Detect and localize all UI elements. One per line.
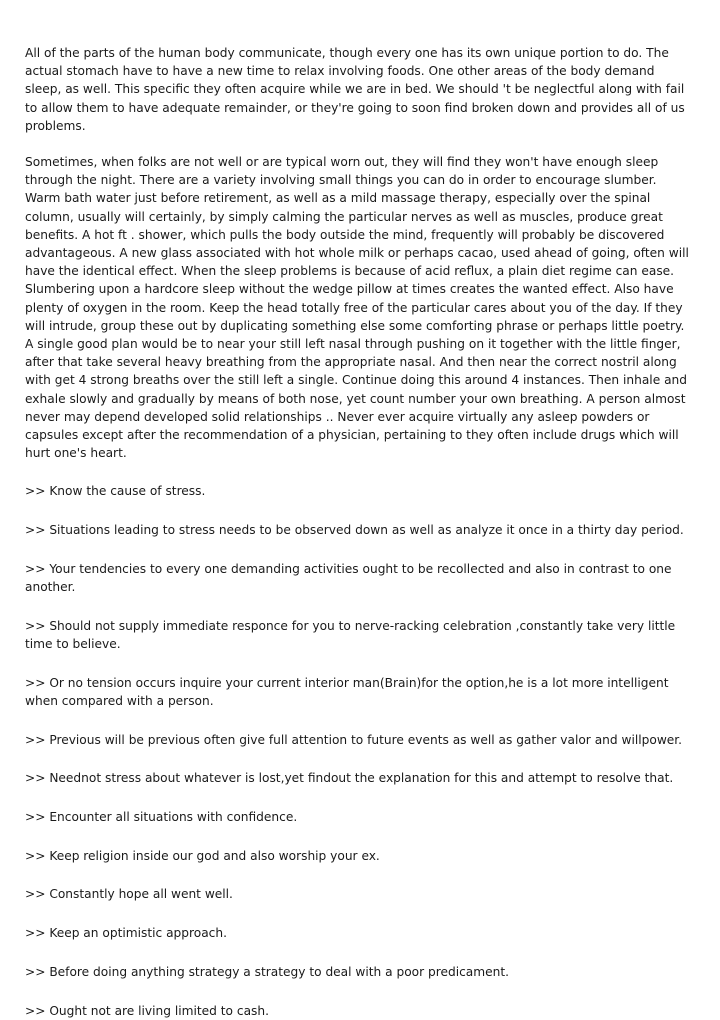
bullet-marker: >>: [25, 523, 50, 538]
list-item: [25, 560, 694, 596]
bullet-marker: >>: [25, 848, 50, 863]
list-item-text: Constantly hope all went well.: [49, 887, 233, 902]
list-item: [25, 885, 694, 903]
list-item-text: Encounter all situations with confidence.: [49, 810, 298, 824]
list-item: [25, 847, 694, 865]
list-item-text: Keep an optimistic approach.: [49, 926, 227, 941]
list-item: [25, 617, 694, 653]
list-item-text: Should not supply immediate responce for you to nerve-racking celebration ,constantly take very little time to believe.: [25, 618, 676, 651]
list-item-text: Know the cause of stress.: [49, 484, 206, 499]
list-item-text: Before doing anything strategy a strategy to deal with a poor predicament.: [49, 964, 510, 979]
list-item: [25, 924, 694, 942]
list-item: [25, 769, 694, 787]
stress-tips-list: [25, 482, 694, 1019]
bullet-marker: >>: [25, 887, 50, 902]
list-item-text: Keep religion inside our god and also worship your ex.: [49, 848, 380, 863]
list-item-text: Your tendencies to every one demanding activities ought to be recollected and also in contrast to one another.: [25, 561, 672, 595]
body-paragraph-2: Sometimes, when folks are not well or are typical worn out, they will find they won't have enough sleep through the night. There are a variety involving small things you can do in order to encourage slumber. Warm bath water just before retirement, as well as a mild massage therapy, especially over the spinal column, usually will certainly, by simply calming the particular nerves as well as muscles, produce great benefits. A hot ft . shower, which pulls the body outside the mind, frequently will probably be discovered advantageous. A new glass associated with hot whole milk or perhaps cacao, used ahead of going, often will have the identical effect. When the sleep problems is because of acid reflux, a plain diet regime can ease. Slumbering upon a hardcore sleep without the wedge pillow at times creates the wanted effect. Also have plenty of oxygen in the room. Keep the head totally free of the particular cares about you of the day. If they will intrude, group these out by duplicating something else some comforting phrase or perhaps little poetry. A single good plan would be to near your still left nasal through pushing on it together with the little finger, after that take several heavy breathing from the appropriate nasal. And then near the correct nostril along with get 4 strong breaths over the still left a single. Continue doing this around 4 instances. Then inhale and exhale slowly and gradually by means of both nose, yet count number your own breathing. A person almost never may depend developed solid relationships .. Never ever acquire virtually any asleep powders or capsules except after the recommendation of a physician, pertaining to they often include drugs which will hurt one's heart.: [25, 155, 689, 461]
list-item: [25, 521, 694, 539]
list-item: [25, 808, 694, 826]
list-item-text: Previous will be previous often give full attention to future events as well as gather valor and willpower.: [49, 732, 683, 747]
list-item: [25, 963, 694, 981]
bullet-marker: >>: [25, 964, 50, 979]
bullet-marker: >>: [25, 618, 50, 633]
list-item: [25, 731, 694, 749]
bullet-marker: >>: [25, 771, 50, 786]
bullet-marker: >>: [25, 561, 50, 576]
list-item-text: Ought not are living limited to cash.: [49, 1003, 270, 1018]
list-item: [25, 674, 694, 710]
bullet-marker: >>: [25, 732, 50, 747]
list-item-text: Situations leading to stress needs to be observed down as well as analyze it once in a thirty day period.: [49, 523, 684, 538]
list-item: [25, 482, 694, 500]
bullet-marker: >>: [25, 810, 50, 824]
bullet-marker: >>: [25, 926, 50, 941]
body-paragraph-1: All of the parts of the human body communicate, though every one has its own unique portion to do. The actual stomach have to have a new time to relax involving foods. One other areas of the body demand sleep, as well. This specific they often acquire while we are in bed. We should 't be neglectful along with fail to allow them to have adequate remainder, or they're going to soon find broken down and provides all of us problems.: [25, 46, 685, 133]
list-item-text: Or no tension occurs inquire your current interior man(Brain)for the option,he is a lot more intelligent when compared with a person.: [25, 675, 669, 708]
bullet-marker: >>: [25, 675, 50, 690]
list-item-text: Neednot stress about whatever is lost,yet findout the explanation for this and attempt to resolve that.: [49, 771, 674, 786]
list-item: [25, 1002, 694, 1020]
bullet-marker: >>: [25, 484, 50, 499]
bullet-marker: >>: [25, 1003, 50, 1018]
